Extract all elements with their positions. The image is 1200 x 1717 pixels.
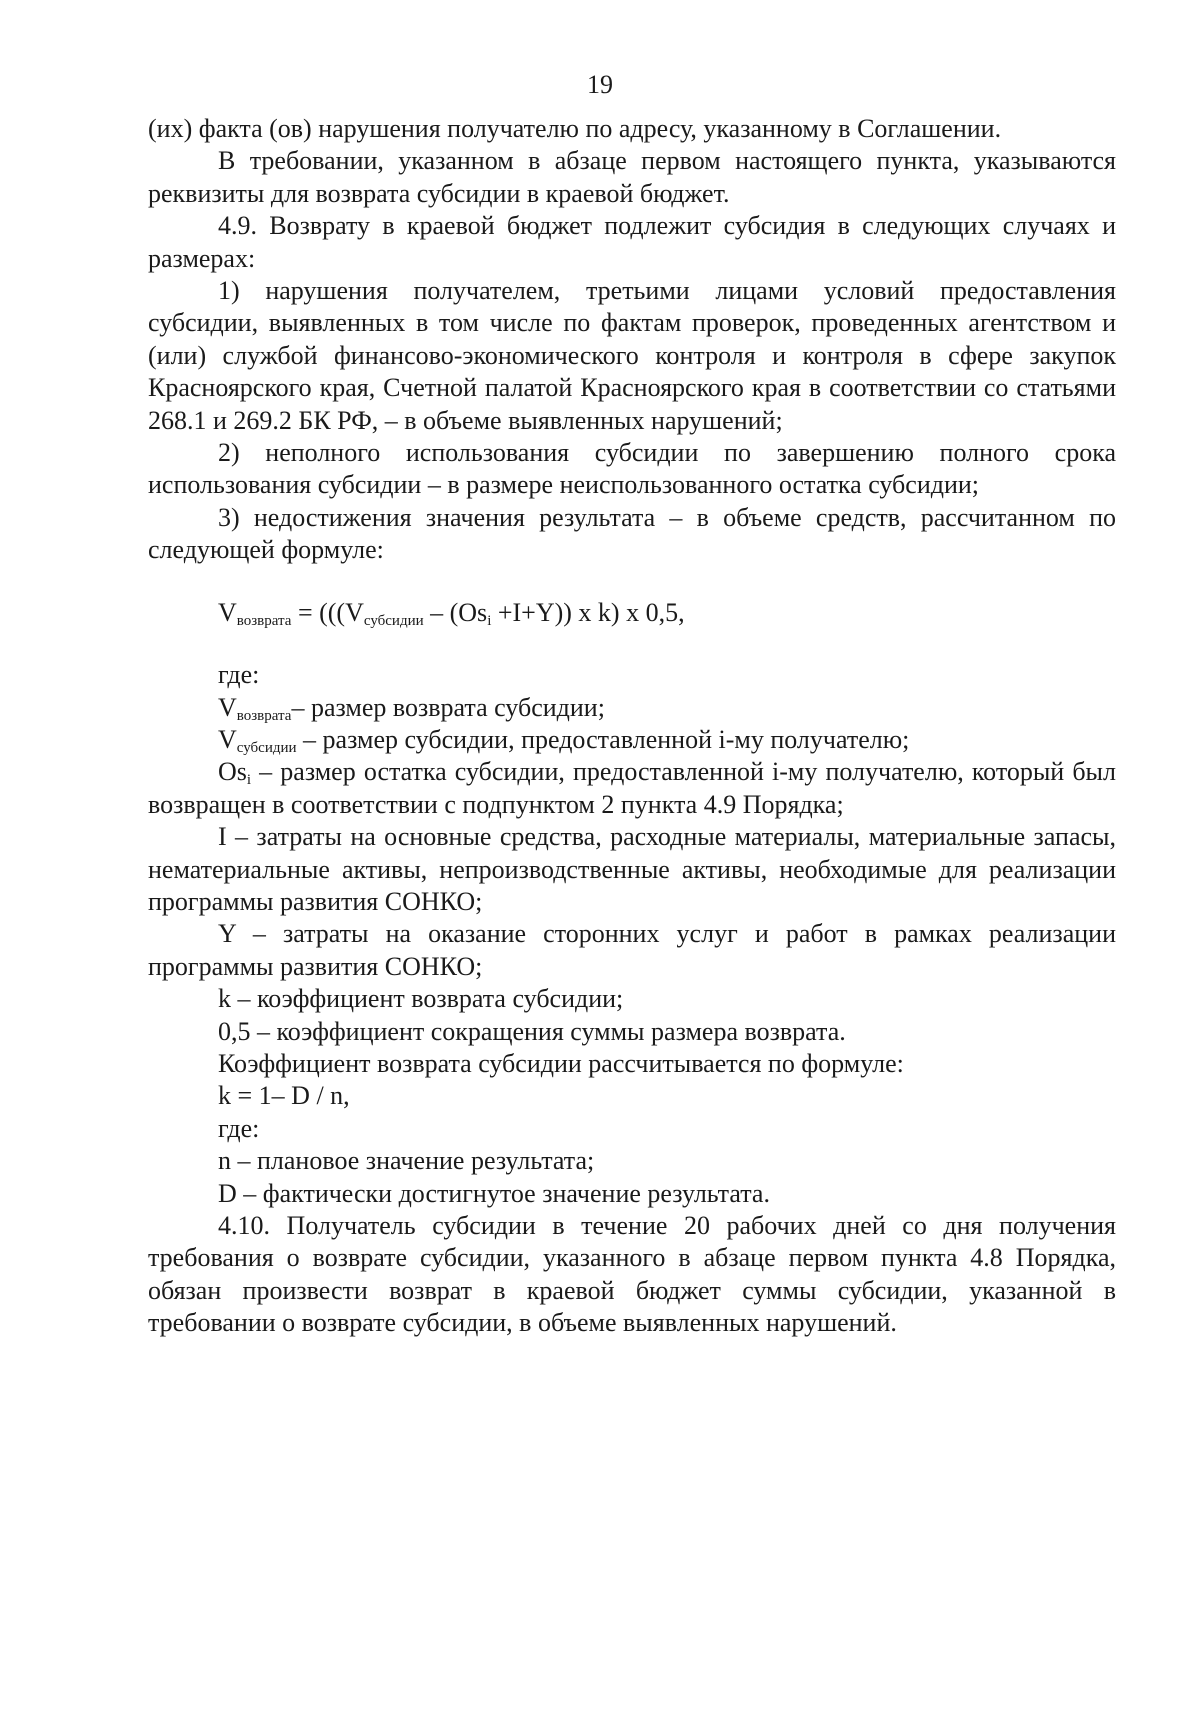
definition-y: Y – затраты на оказание сторонних услуг и работ в рамках реализации программы развития СОНКО;: [148, 919, 1116, 981]
formula-v-sub: возврата: [236, 612, 292, 629]
paragraph-case-1: 1) нарушения получателем, третьими лицами условий предоставления субсидии, выявленных в том числе по фактам проверок, проведенных агентством и (или) службой финансово-экономического контроля и контроля в сфере закупок Красноярского края, Счетной палатой Красноярского края в соответствии со статьями 268.1 и 269.2 БК РФ, – в объеме выявленных нарушений;: [148, 276, 1116, 435]
definition-n: n – плановое значение результата;: [218, 1146, 595, 1176]
formula-part2: – (Os: [423, 597, 488, 627]
def-vs-symbol: V: [218, 724, 237, 754]
where-label-2: где:: [218, 1113, 260, 1143]
document-body: [148, 113, 1116, 1340]
paragraph-4-10: 4.10. Получатель субсидии в течение 20 рабочих дней со дня получения требования о возврате субсидии, указанного в абзаце первом пункта 4.8 Порядка, обязан произвести возврат в краевой бюджет суммы субсидии, указанной в требовании о возврате субсидии, в объеме выявленных нарушений.: [148, 1211, 1116, 1338]
definition-d: D – фактически достигнутое значение результата.: [218, 1178, 770, 1208]
def-os-sub: i: [246, 772, 252, 789]
formula-part1: = (((V: [291, 597, 364, 627]
k-formula: k = 1– D / n,: [218, 1081, 350, 1111]
def-os-text: – размер остатка субсидии, предоставленной i-му получателю, который был возвращен в соответствии с подпунктом 2 пункта 4.9 Порядка;: [148, 757, 1116, 819]
return-formula: [148, 597, 1116, 629]
paragraph-case-3: 3) недостижения значения результата – в объеме средств, рассчитанном по следующей формуле:: [148, 502, 1116, 565]
definition-v-return: [148, 692, 1116, 724]
formula-vs-sub: субсидии: [363, 612, 424, 629]
definition-v-subsidy: [148, 724, 1116, 756]
definition-os: [148, 756, 1116, 821]
def-v-symbol: V: [218, 692, 237, 722]
formula-i-sub: i: [487, 612, 492, 629]
paragraph-requisites: В требовании, указанном в абзаце первом настоящего пункта, указываются реквизиты для возврата субсидии в краевой бюджет.: [148, 146, 1116, 208]
def-os-symbol: Os: [218, 757, 247, 787]
def-vs-text: – размер субсидии, предоставленной i-му получателю;: [296, 724, 910, 754]
where-label: где:: [218, 660, 260, 690]
def-v-text: – размер возврата субсидии;: [291, 692, 605, 722]
formula-v: V: [218, 597, 237, 627]
definition-k: k – коэффициент возврата субсидии;: [218, 984, 624, 1014]
paragraph-continuation: (их) факта (ов) нарушения получателю по адресу, указанному в Соглашении.: [148, 114, 1002, 143]
formula-part3: +I+Y)) x k) x 0,5,: [491, 597, 685, 627]
def-vs-sub: субсидии: [236, 739, 297, 756]
paragraph-4-9: 4.9. Возврату в краевой бюджет подлежит субсидия в следующих случаях и размерах:: [148, 211, 1116, 273]
definition-i: I – затраты на основные средства, расходные материалы, материальные запасы, нематериальные активы, непроизводственные активы, необходимые для реализации программы развития СОНКО;: [148, 822, 1116, 916]
definition-half: 0,5 – коэффициент сокращения суммы размера возврата.: [218, 1016, 846, 1046]
paragraph-case-2: 2) неполного использования субсидии по завершению полного срока использования субсидии – в размере неиспользованного остатка субсидии;: [148, 438, 1116, 500]
def-v-sub: возврата: [236, 707, 292, 724]
k-intro: Коэффициент возврата субсидии рассчитывается по формуле:: [218, 1048, 904, 1078]
page-number: 19: [587, 70, 613, 99]
